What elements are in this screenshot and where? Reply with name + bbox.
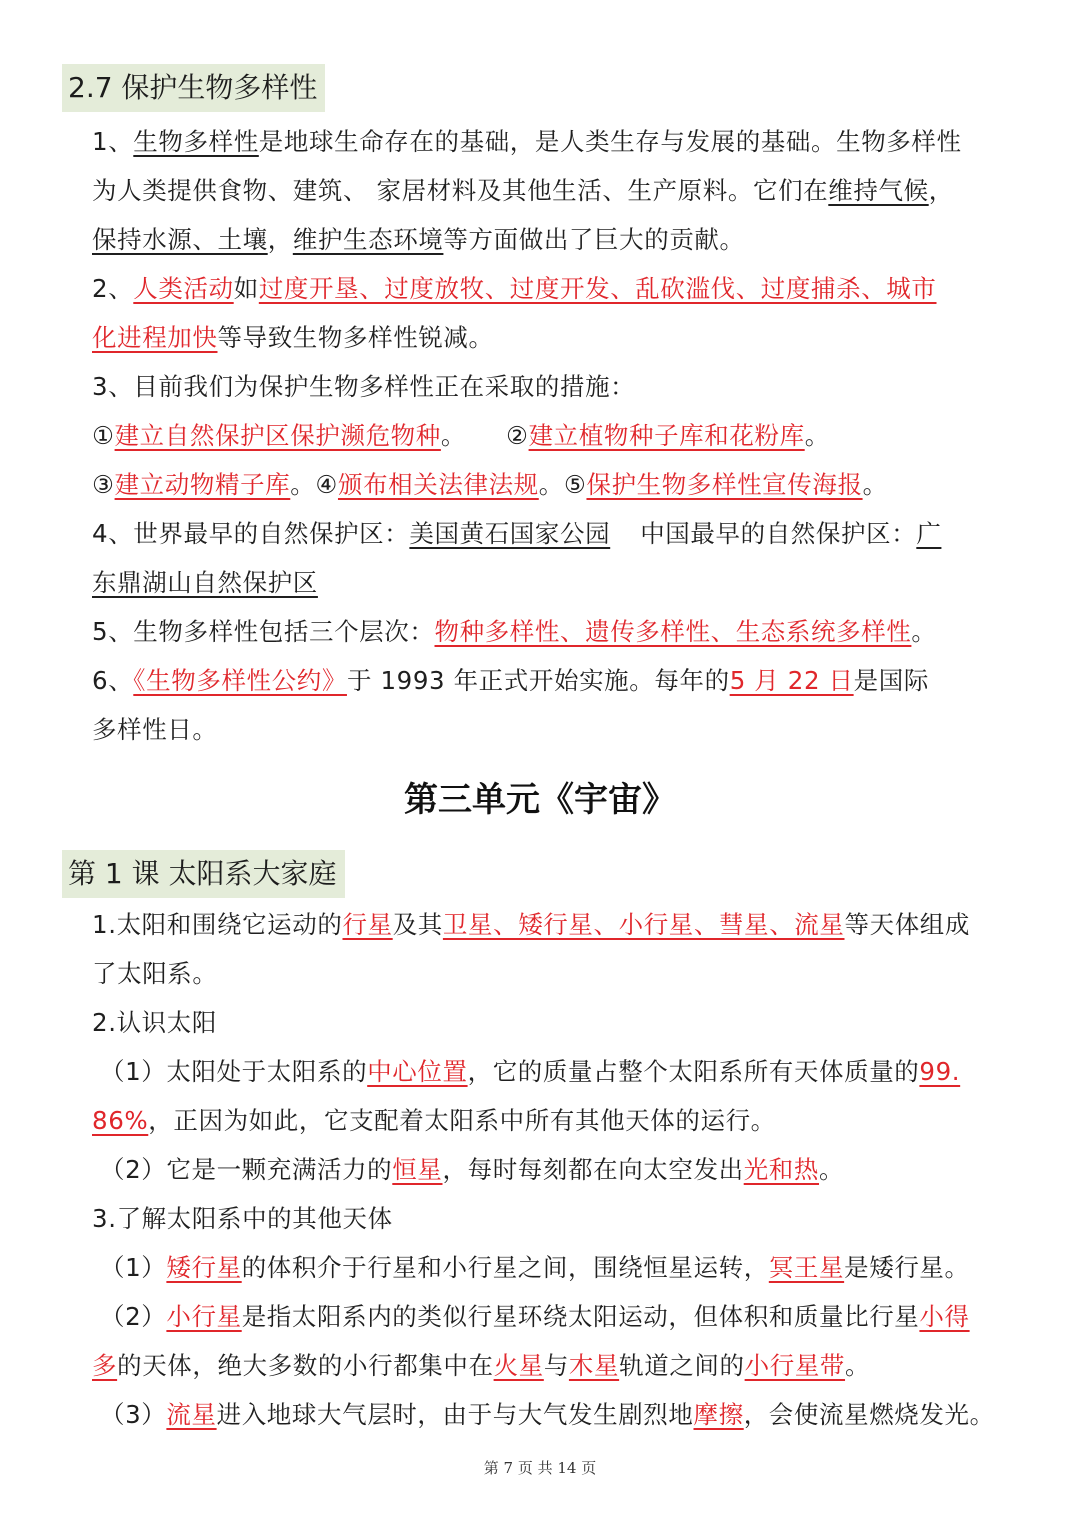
answer-text: 行星 <box>342 910 393 939</box>
item-number: ⑤ <box>563 470 587 499</box>
body-text: 。 <box>911 617 937 646</box>
body-text: 。 <box>804 421 830 450</box>
body-text: ， <box>267 225 293 254</box>
answer-text: 99. <box>919 1057 961 1086</box>
item-number: ③ <box>92 470 115 499</box>
body-text: 与 <box>543 1351 569 1380</box>
paragraph-1-line-1 <box>92 122 1016 162</box>
lesson-heading: 第 1 课 太阳系大家庭 <box>62 850 345 898</box>
answer-text: 建立自然保护区保护濒危物种 <box>114 421 441 450</box>
body-text: 是矮行星。 <box>844 1253 970 1282</box>
body-text: （1）太阳处于太阳系的 <box>100 1057 368 1086</box>
answer-text: 广 <box>916 519 942 548</box>
body-text: 的体积介于行星和小行星之间，围绕恒星运转， <box>241 1253 769 1282</box>
answer-text: 卫星、矮行星、小行星、彗星、流星 <box>442 910 845 939</box>
body-fact-2-line-2 <box>92 1346 1016 1386</box>
measures-line-2 <box>92 465 1016 505</box>
body-text: 于 1993 年正式开始实施。每年的 <box>346 666 730 695</box>
sun-fact-2 <box>100 1150 1016 1190</box>
body-text: （2） <box>100 1302 167 1331</box>
answer-text: 5 月 22 日 <box>729 666 854 695</box>
body-text: 。 <box>845 1351 871 1380</box>
body-text: 中国最早的自然保护区： <box>640 519 917 548</box>
sun-fact-1-line-2 <box>92 1101 1016 1141</box>
answer-text: 建立动物精子库 <box>114 470 291 499</box>
section-heading: 2.7 保护生物多样性 <box>62 64 325 112</box>
paragraph-3: 3、目前我们为保护生物多样性正在采取的措施： <box>92 372 636 401</box>
body-text: ，正因为如此，它支配着太阳系中所有其他天体的运行。 <box>148 1106 776 1135</box>
answer-text: 过度开垦、过度放牧、过度开发、乱砍滥伐、过度捕杀、城市 <box>258 274 937 303</box>
body-text: 。 <box>862 470 888 499</box>
body-text: 及其 <box>392 910 443 939</box>
paragraph-2-line-2 <box>92 318 1016 358</box>
answer-text: 小行星带 <box>744 1351 846 1380</box>
body-text: 。 <box>440 421 466 450</box>
body-text: 轨道之间的 <box>619 1351 745 1380</box>
body-text: ，它的质量占整个太阳系所有天体质量的 <box>467 1057 920 1086</box>
item-number: ① <box>92 421 115 450</box>
answer-text: 流星 <box>166 1400 217 1429</box>
lesson-item-1-line-1 <box>92 905 1016 945</box>
paragraph-1-line-3 <box>92 220 1016 260</box>
answer-text: 美国黄石国家公园 <box>409 519 611 548</box>
answer-text: 保持水源、土壤 <box>92 225 268 254</box>
item-number: ② <box>506 421 529 450</box>
answer-text: 物种多样性、遗传多样性、生态系统多样性 <box>434 617 912 646</box>
unit-title: 第三单元《宇宙》 <box>404 780 676 820</box>
body-text: 等天体组成 <box>844 910 970 939</box>
body-text: （1） <box>100 1253 167 1282</box>
answer-text: 化进程加快 <box>92 323 218 352</box>
sun-fact-1-line-1 <box>100 1052 1016 1092</box>
body-text: 的天体，绝大多数的小行都集中在 <box>117 1351 494 1380</box>
body-text: ， <box>928 176 954 205</box>
answer-text: 冥王星 <box>768 1253 845 1282</box>
body-text: 是国际 <box>853 666 929 695</box>
answer-text: 东鼎湖山自然保护区 <box>92 568 318 597</box>
body-text: 是指太阳系内的类似行星环绕太阳运动，但体积和质量比行星 <box>241 1302 920 1331</box>
item-number: 2、 <box>92 274 134 303</box>
body-text: 。 <box>538 470 564 499</box>
page-footer: 第 7 页 共 14 页 <box>483 1459 597 1477</box>
answer-text: 中心位置 <box>367 1057 468 1086</box>
lesson-item-3: 3.了解太阳系中的其他天体 <box>92 1204 393 1233</box>
answer-text: 多 <box>92 1351 118 1380</box>
paragraph-4-line-2 <box>92 563 1016 603</box>
body-text: 如 <box>233 274 259 303</box>
paragraph-5 <box>92 612 1016 652</box>
answer-text: 维持气候 <box>828 176 929 205</box>
body-text: 。 <box>290 470 316 499</box>
item-number: 6、 <box>92 666 134 695</box>
paragraph-4-line-1 <box>92 514 1016 554</box>
answer-text: 建立植物种子库和花粉库 <box>528 421 805 450</box>
item-number: 1、 <box>92 127 134 156</box>
body-text: ，会使流星燃烧发光。 <box>743 1400 995 1429</box>
answer-text: 小行星 <box>166 1302 242 1331</box>
body-text: 等方面做出了巨大的贡献。 <box>443 225 745 254</box>
body-text: 。 <box>819 1155 845 1184</box>
body-text: 为人类提供食物、建筑、 家居材料及其他生活、生产原料。它们在 <box>92 176 829 205</box>
lesson-item-1-line-2: 了太阳系。 <box>92 959 218 988</box>
body-fact-2-line-1 <box>100 1297 1016 1337</box>
answer-text: 小得 <box>919 1302 970 1331</box>
body-text: 5、生物多样性包括三个层次： <box>92 617 435 646</box>
answer-text: 矮行星 <box>166 1253 242 1282</box>
answer-text: 《生物多样性公约》 <box>133 666 347 695</box>
body-text: 1.太阳和围绕它运动的 <box>92 910 343 939</box>
body-fact-3 <box>100 1395 1016 1435</box>
body-text: 是地球生命存在的基础，是人类生存与发展的基础。生物多样性 <box>258 127 962 156</box>
lesson-item-2: 2.认识太阳 <box>92 1008 217 1037</box>
body-text: 等导致生物多样性锐减。 <box>217 323 494 352</box>
body-text: ，每时每刻都在向太空发出 <box>442 1155 744 1184</box>
paragraph-6-line-1 <box>92 661 1016 701</box>
answer-text: 恒星 <box>392 1155 443 1184</box>
answer-text: 维护生态环境 <box>292 225 444 254</box>
answer-text: 木星 <box>568 1351 620 1380</box>
body-text: （2）它是一颗充满活力的 <box>100 1155 393 1184</box>
body-text: （3） <box>100 1400 167 1429</box>
answer-text: 颁布相关法律法规 <box>337 470 539 499</box>
answer-text: 摩擦 <box>693 1400 744 1429</box>
body-text: 进入地球大气层时，由于与大气发生剧烈地 <box>216 1400 694 1429</box>
answer-text: 保护生物多样性宣传海报 <box>586 470 863 499</box>
paragraph-2-line-1 <box>92 269 1016 309</box>
answer-text: 86% <box>92 1106 149 1135</box>
paragraph-1-line-2 <box>92 171 1016 211</box>
answer-text: 生物多样性 <box>133 127 259 156</box>
body-text: 4、世界最早的自然保护区： <box>92 519 410 548</box>
item-number: ④ <box>315 470 338 499</box>
answer-text: 人类活动 <box>133 274 234 303</box>
body-fact-1 <box>100 1248 1016 1288</box>
paragraph-6-line-2: 多样性日。 <box>92 715 218 744</box>
answer-text: 火星 <box>493 1351 544 1380</box>
measures-line-1 <box>92 416 1016 456</box>
answer-text: 光和热 <box>743 1155 820 1184</box>
